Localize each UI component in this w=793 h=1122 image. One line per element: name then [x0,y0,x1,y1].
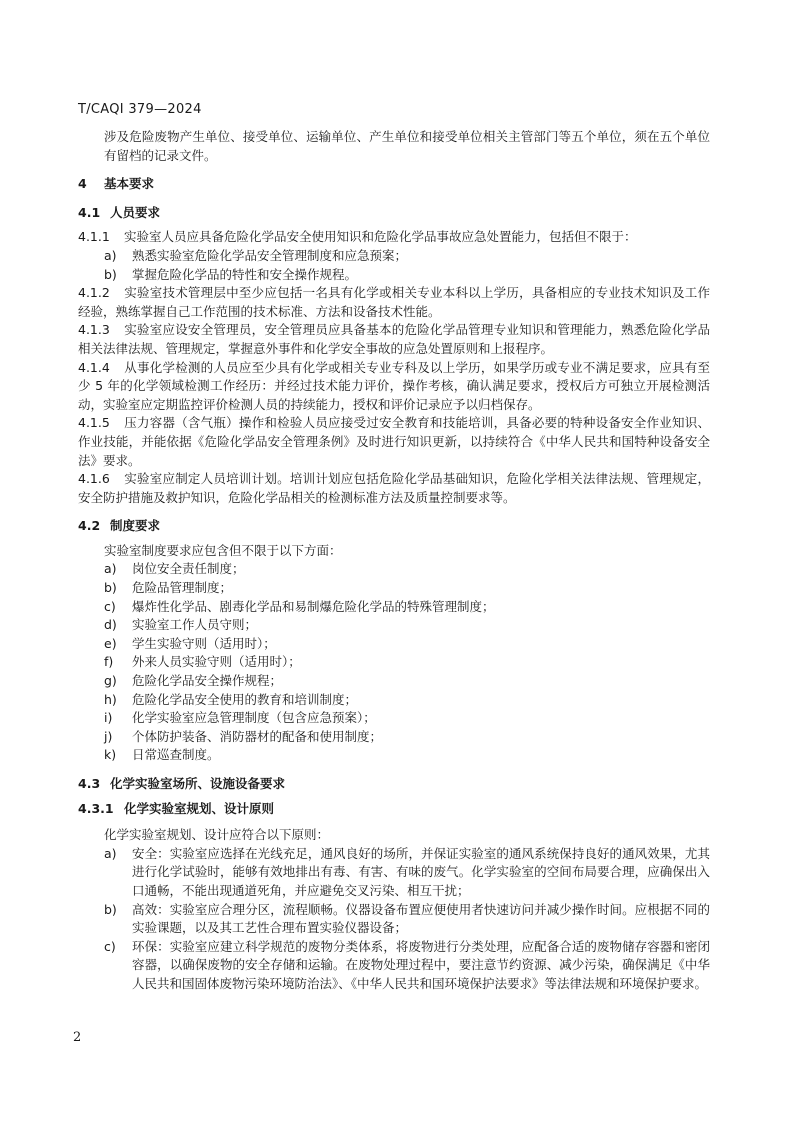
list-label: e) [104,635,117,651]
list-text: 学生实验守则（适用时）； [132,635,276,651]
intro-paragraph: 涉及危险废物产生单位、接受单位、运输单位、产生单位和接受单位相关主管部门等五个单位，须在五个单位有留档的记录文件。 [104,129,710,163]
section-intro: 化学实验室规划、设计应符合以下原则： [104,827,330,843]
section-number: 4.3 [78,776,101,791]
section-number: 4.1 [78,204,101,220]
clause-4-1-6 [78,470,710,507]
list-text: 危险化学品安全使用的教育和培训制度； [132,691,358,707]
clause-4-1-4 [78,359,710,415]
page-number: 2 [73,1030,82,1045]
clause-4-1-5 [78,414,710,470]
list-text: 掌握危险化学品的特性和安全操作规程。 [132,266,358,282]
list-item [78,616,710,635]
clause-4-1-1 [78,228,710,247]
list-label: b) [104,901,117,917]
list-item [78,746,710,765]
clause-number: 4.1.2 [78,285,110,301]
list-label: g) [104,673,117,689]
list-label: a) [104,247,117,263]
clause-text: 实验室应设安全管理员，安全管理员应具备基本的危险化学品管理专业知识和管理能力，熟悉危险化学品相关法律法规、管理规定，掌握意外事件和化学安全事故的应急处置原则和上报程序。 [78,322,710,356]
list-item [78,635,710,654]
list-label: b) [104,266,117,282]
clause-number: 4.1.3 [78,322,110,338]
list-item [78,691,710,710]
list-item [78,247,710,266]
page-content [78,128,710,994]
clause-text: 实验室应制定人员培训计划。培训计划应包括危险化学品基础知识，危险化学相关法律法规、管理规定，安全防护措施及救护知识，危险化学品相关的检测标准方法及质量控制要求等。 [78,471,710,505]
list-item [78,598,710,617]
list-label: k) [104,747,117,763]
section-heading-4-3-1 [78,800,710,819]
list-text: 实验室工作人员守则； [132,617,258,633]
list-label: a) [104,561,117,577]
clause-text: 从事化学检测的人员应至少具有化学或相关专业专科及以上学历，如果学历或专业不满足要求，应具有至少 5 年的化学领域检测工作经历：并经过技术能力评价，操作考核，确认满足要求，授权后方可独立开展检测活动，实验室应定期监控评价检测人员的持续能力，授权和评价记录应予以归档保存。 [78,359,710,412]
clause-number: 4.1.5 [78,415,110,431]
clause-number: 4.1.1 [78,229,110,245]
list-text: 个体防护装备、消防器材的配备和使用制度； [132,728,383,744]
list-label: c) [104,598,116,614]
list-label: b) [104,580,117,596]
clause-number: 4.1.6 [78,471,110,487]
list-text: 爆炸性化学品、剧毒化学品和易制爆危险化学品的特殊管理制度； [132,598,495,614]
section-heading-4-3 [78,775,710,794]
list-text: 日常巡查制度。 [132,747,220,763]
list-label: h) [104,691,117,707]
list-label: f) [104,654,114,670]
list-item [78,901,710,938]
clause-number: 4.1.4 [78,359,110,375]
section-heading-4-1 [78,204,710,223]
list-item [78,845,710,901]
list-label: i) [104,710,113,726]
list-item [78,728,710,747]
list-label: j) [104,728,113,744]
list-text: 外来人员实验守则（适用时）； [132,654,301,670]
section-title: 制度要求 [110,518,161,534]
clause-4-1-3 [78,321,710,358]
list-text: 高效：实验室应合理分区，流程顺畅。仪器设备布置应便使用者快速访问并减少操作时间。应根据不同的实验课题，以及其工艺性合理布置实验仪器设备； [132,901,710,936]
list-text: 环保：实验室应建立科学规范的废物分类体系，将废物进行分类处理，应配备合适的废物储存容器和密闭容器，以确保废物的安全存储和运输。在废物处理过程中，要注意节约资源、减少污染，确保满足《中华人民共和国固体废物污染环境防治法》、《中华人民共和国环境保护法要求》等法律法规和环境保护要求。 [132,938,710,991]
section-heading-4-2 [78,517,710,536]
section-title: 基本要求 [104,176,155,192]
clause-4-1-2 [78,284,710,321]
section-title: 化学实验室场所、设施设备要求 [110,776,286,791]
list-text: 安全：实验室应选择在光线充足，通风良好的场所，并保证实验室的通风系统保持良好的通风效果，尤其进行化学试验时，能够有效地排出有毒、有害、有味的废气。化学实验室的空间布局要合理，应确保出入口通畅，不能出现通道死角，并应避免交叉污染、相互干扰； [132,845,710,898]
clause-text: 压力容器（含气瓶）操作和检验人员应接受过安全教育和技能培训，具备必要的特种设备安全作业知识、作业技能，并能依据《危险化学品安全管理条例》及时进行知识更新，以持续符合《中华人民共和国特种设备安全法》要求。 [78,415,710,468]
list-item [78,560,710,579]
list-text: 岗位安全责任制度； [132,561,245,577]
list-text: 化学实验室应急管理制度（包含应急预案）； [132,710,376,726]
section-title: 化学实验室规划、设计原则 [124,800,275,816]
list-text: 熟悉实验室危险化学品安全管理制度和应急预案； [132,247,408,263]
section-intro: 实验室制度要求应包含但不限于以下方面： [104,542,342,558]
list-text: 危险品管理制度； [132,580,233,596]
clause-text: 实验室技术管理层中至少应包括一名具有化学或相关专业本科以上学历，具备相应的专业技术知识及工作经验，熟练掌握自己工作范围的技术标准、方法和设备技术性能。 [78,285,710,319]
list-item [78,672,710,691]
document-code: T/CAQI 379—2024 [78,102,202,117]
section-title: 人员要求 [110,204,161,220]
clause-text: 实验室人员应具备危险化学品安全使用知识和危险化学品事故应急处置能力，包括但不限于： [124,229,637,245]
list-label: c) [104,938,116,954]
list-item [78,938,710,994]
section-number: 4 [78,176,87,192]
list-item [78,266,710,285]
section-heading-4 [78,175,710,194]
list-label: d) [104,617,117,633]
list-item [78,709,710,728]
list-item [78,579,710,598]
section-number: 4.3.1 [78,800,114,816]
list-text: 危险化学品安全操作规程； [132,673,283,689]
list-item [78,653,710,672]
section-number: 4.2 [78,518,101,534]
list-label: a) [104,845,117,861]
